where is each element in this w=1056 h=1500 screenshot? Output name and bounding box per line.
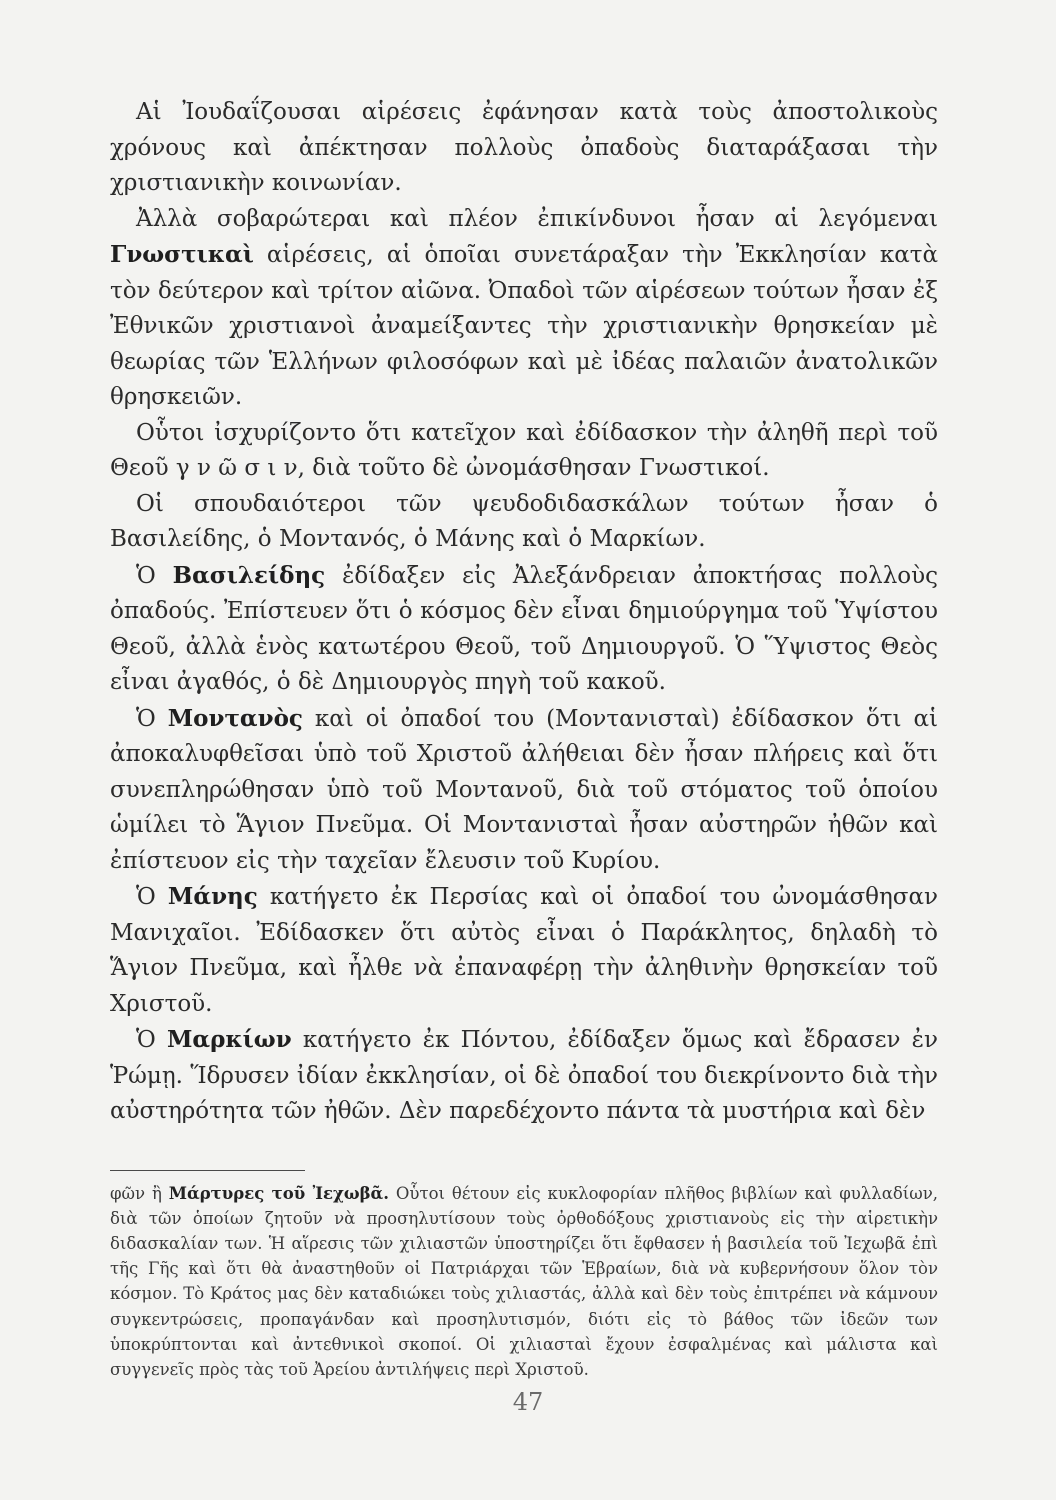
footnote-divider [110, 1170, 305, 1171]
paragraph-judaizing-heresies: Αἱ Ἰουδαΐζουσαι αἱρέσεις ἐφάνησαν κατὰ τοὺς ἀποστολικοὺς χρόνους καὶ ἀπέκτησαν πολλοὺς ὀπαδοὺς διαταράξασαι τὴν χριστιανικὴν κοινωνίαν. [110, 99, 938, 196]
paragraph-montanus: Ὁ Μοντανὸς καὶ οἱ ὀπαδοί του (Μοντανισταὶ) ἐδίδασκον ὅτι αἱ ἀποκαλυφθεῖσαι ὑπὸ τοῦ Χριστοῦ ἀλήθειαι δὲν ἦσαν πλήρεις καὶ ὅτι συνεπληρώθησαν ὑπὸ τοῦ Μοντανοῦ, διὰ τοῦ στόματος τοῦ ὁποίου ὡμίλει τὸ Ἅγιον Πνεῦμα. Οἱ Μοντανισταὶ ἦσαν αὐστηρῶν ἠθῶν καὶ ἐπίστευον εἰς τὴν ταχεῖαν ἔλευσιν τοῦ Κυρίου. [110, 704, 938, 874]
page-number: 47 [512, 1388, 544, 1416]
term-marcion: Μαρκίων [166, 1026, 292, 1053]
term-mani: Μάνης [167, 883, 258, 910]
term-gnostic: Γνωστικαὶ [110, 241, 254, 268]
paragraph-basilides: Ὁ Βασιλείδης ἐδίδαξεν εἰς Ἀλεξάνδρειαν ἀποκτήσας πολλοὺς ὀπαδούς. Ἐπίστευεν ὅτι ὁ κόσμος δὲν εἶναι δημιούργημα τοῦ Ὑψίστου Θεοῦ, ἀλλὰ ἑνὸς κατωτέρου Θεοῦ, τοῦ Δημιουργοῦ. Ὁ Ὕψιστος Θεὸς εἶναι ἀγαθός, ὁ δὲ Δημιουργὸς πηγὴ τοῦ κακοῦ. [110, 561, 939, 695]
footnote: φῶν ἢ Μάρτυρες τοῦ Ἰεχωβᾶ. Οὗτοι θέτουν εἰς κυκλοφορίαν πλῆθος βιβλίων καὶ φυλλαδίων, διὰ τῶν ὁποίων ζητοῦν νὰ προσηλυτίσουν τοὺς ὀρθοδόξους χριστιανοὺς εἰς τὴν αἱρετικὴν διδασκαλίαν των. Ἡ αἵρεσις τῶν χιλιαστῶν ὑποστηρίζει ὅτι ἔφθασεν ἡ βασιλεία τοῦ Ἰεχωβᾶ ἐπὶ τῆς Γῆς καὶ ὅτι θὰ ἀναστηθοῦν οἱ Πατριάρχαι τῶν Ἑβραίων, διὰ νὰ κυβερνήσουν ὅλον τὸν κόσμον. Τὸ Κράτος μας δὲν καταδιώκει τοὺς χιλιαστάς, ἀλλὰ καὶ δὲν τοὺς ἐπιτρέπει νὰ κάμνουν συγκεντρώσεις, προπαγάνδαν καὶ προσηλυτισμόν, διότι εἰς τὸ βάθος τῶν ἰδεῶν των ὑποκρύπτονται καὶ ἀντεθνικοὶ σκοποί. Οἱ χιλιασταὶ ἔχουν ἐσφαλμένας καὶ μάλιστα καὶ συγγενεῖς πρὸς τὰς τοῦ Ἀρείου ἀντιλήψεις περὶ Χριστοῦ. [110, 1183, 938, 1379]
term-jehovah-witnesses: Μάρτυρες τοῦ Ἰεχωβᾶ. [168, 1183, 389, 1203]
paragraph-gnosis: Οὗτοι ἰσχυρίζοντο ὅτι κατεῖχον καὶ ἐδίδασκον τὴν ἀληθῆ περὶ τοῦ Θεοῦ γ ν ῶ σ ι ν, διὰ τοῦτο δὲ ὠνομάσθησαν Γνωστικοί. [110, 419, 938, 481]
paragraph-mani: Ὁ Μάνης κατήγετο ἐκ Περσίας καὶ οἱ ὀπαδοί του ὠνομάσθησαν Μανιχαῖοι. Ἐδίδασκεν ὅτι αὐτὸς εἶναι ὁ Παράκλητος, δηλαδὴ τὸ Ἅγιον Πνεῦμα, καὶ ἦλθε νὰ ἐπαναφέρῃ τὴν ἀληθινὴν θρησκείαν τοῦ Χριστοῦ. [110, 883, 938, 1017]
paragraph-marcion: Ὁ Μαρκίων κατήγετο ἐκ Πόντου, ἐδίδαξεν ὅμως καὶ ἔδρασεν ἐν Ῥώμῃ. Ἵδρυσεν ἰδίαν ἐκκλησίαν, οἱ δὲ ὀπαδοί του διεκρίνοντο διὰ τὴν αὐστηρότητα τῶν ἠθῶν. Δὲν παρεδέχοντο πάντα τὰ μυστήρια καὶ δὲν [110, 1026, 938, 1124]
paragraph-gnostic-heresies: Ἀλλὰ σοβαρώτεραι καὶ πλέον ἐπικίνδυνοι ἦσαν αἱ λεγόμεναι Γνωστικαὶ αἱρέσεις, αἱ ὁποῖαι συνετάραξαν τὴν Ἐκκλησίαν κατὰ τὸν δεύτερον καὶ τρίτον αἰῶνα. Ὀπαδοὶ τῶν αἱρέσεων τούτων ἦσαν ἐξ Ἐθνικῶν χριστιανοὶ ἀναμείξαντες τὴν χριστιανικὴν θρησκείαν μὲ θεωρίας τῶν Ἑλλήνων φιλοσόφων καὶ μὲ ἰδέας παλαιῶν ἀνατολικῶν θρησκειῶν. [110, 205, 938, 410]
paragraph-false-teachers: Οἱ σπουδαιότεροι τῶν ψευδοδιδασκάλων τούτων ἦσαν ὁ Βασιλείδης, ὁ Μοντανός, ὁ Μάνης καὶ ὁ Μαρκίων. [110, 490, 938, 552]
term-montanus: Μοντανὸς [167, 704, 303, 732]
main-text [110, 95, 938, 1130]
term-basilides: Βασιλείδης [172, 561, 326, 589]
